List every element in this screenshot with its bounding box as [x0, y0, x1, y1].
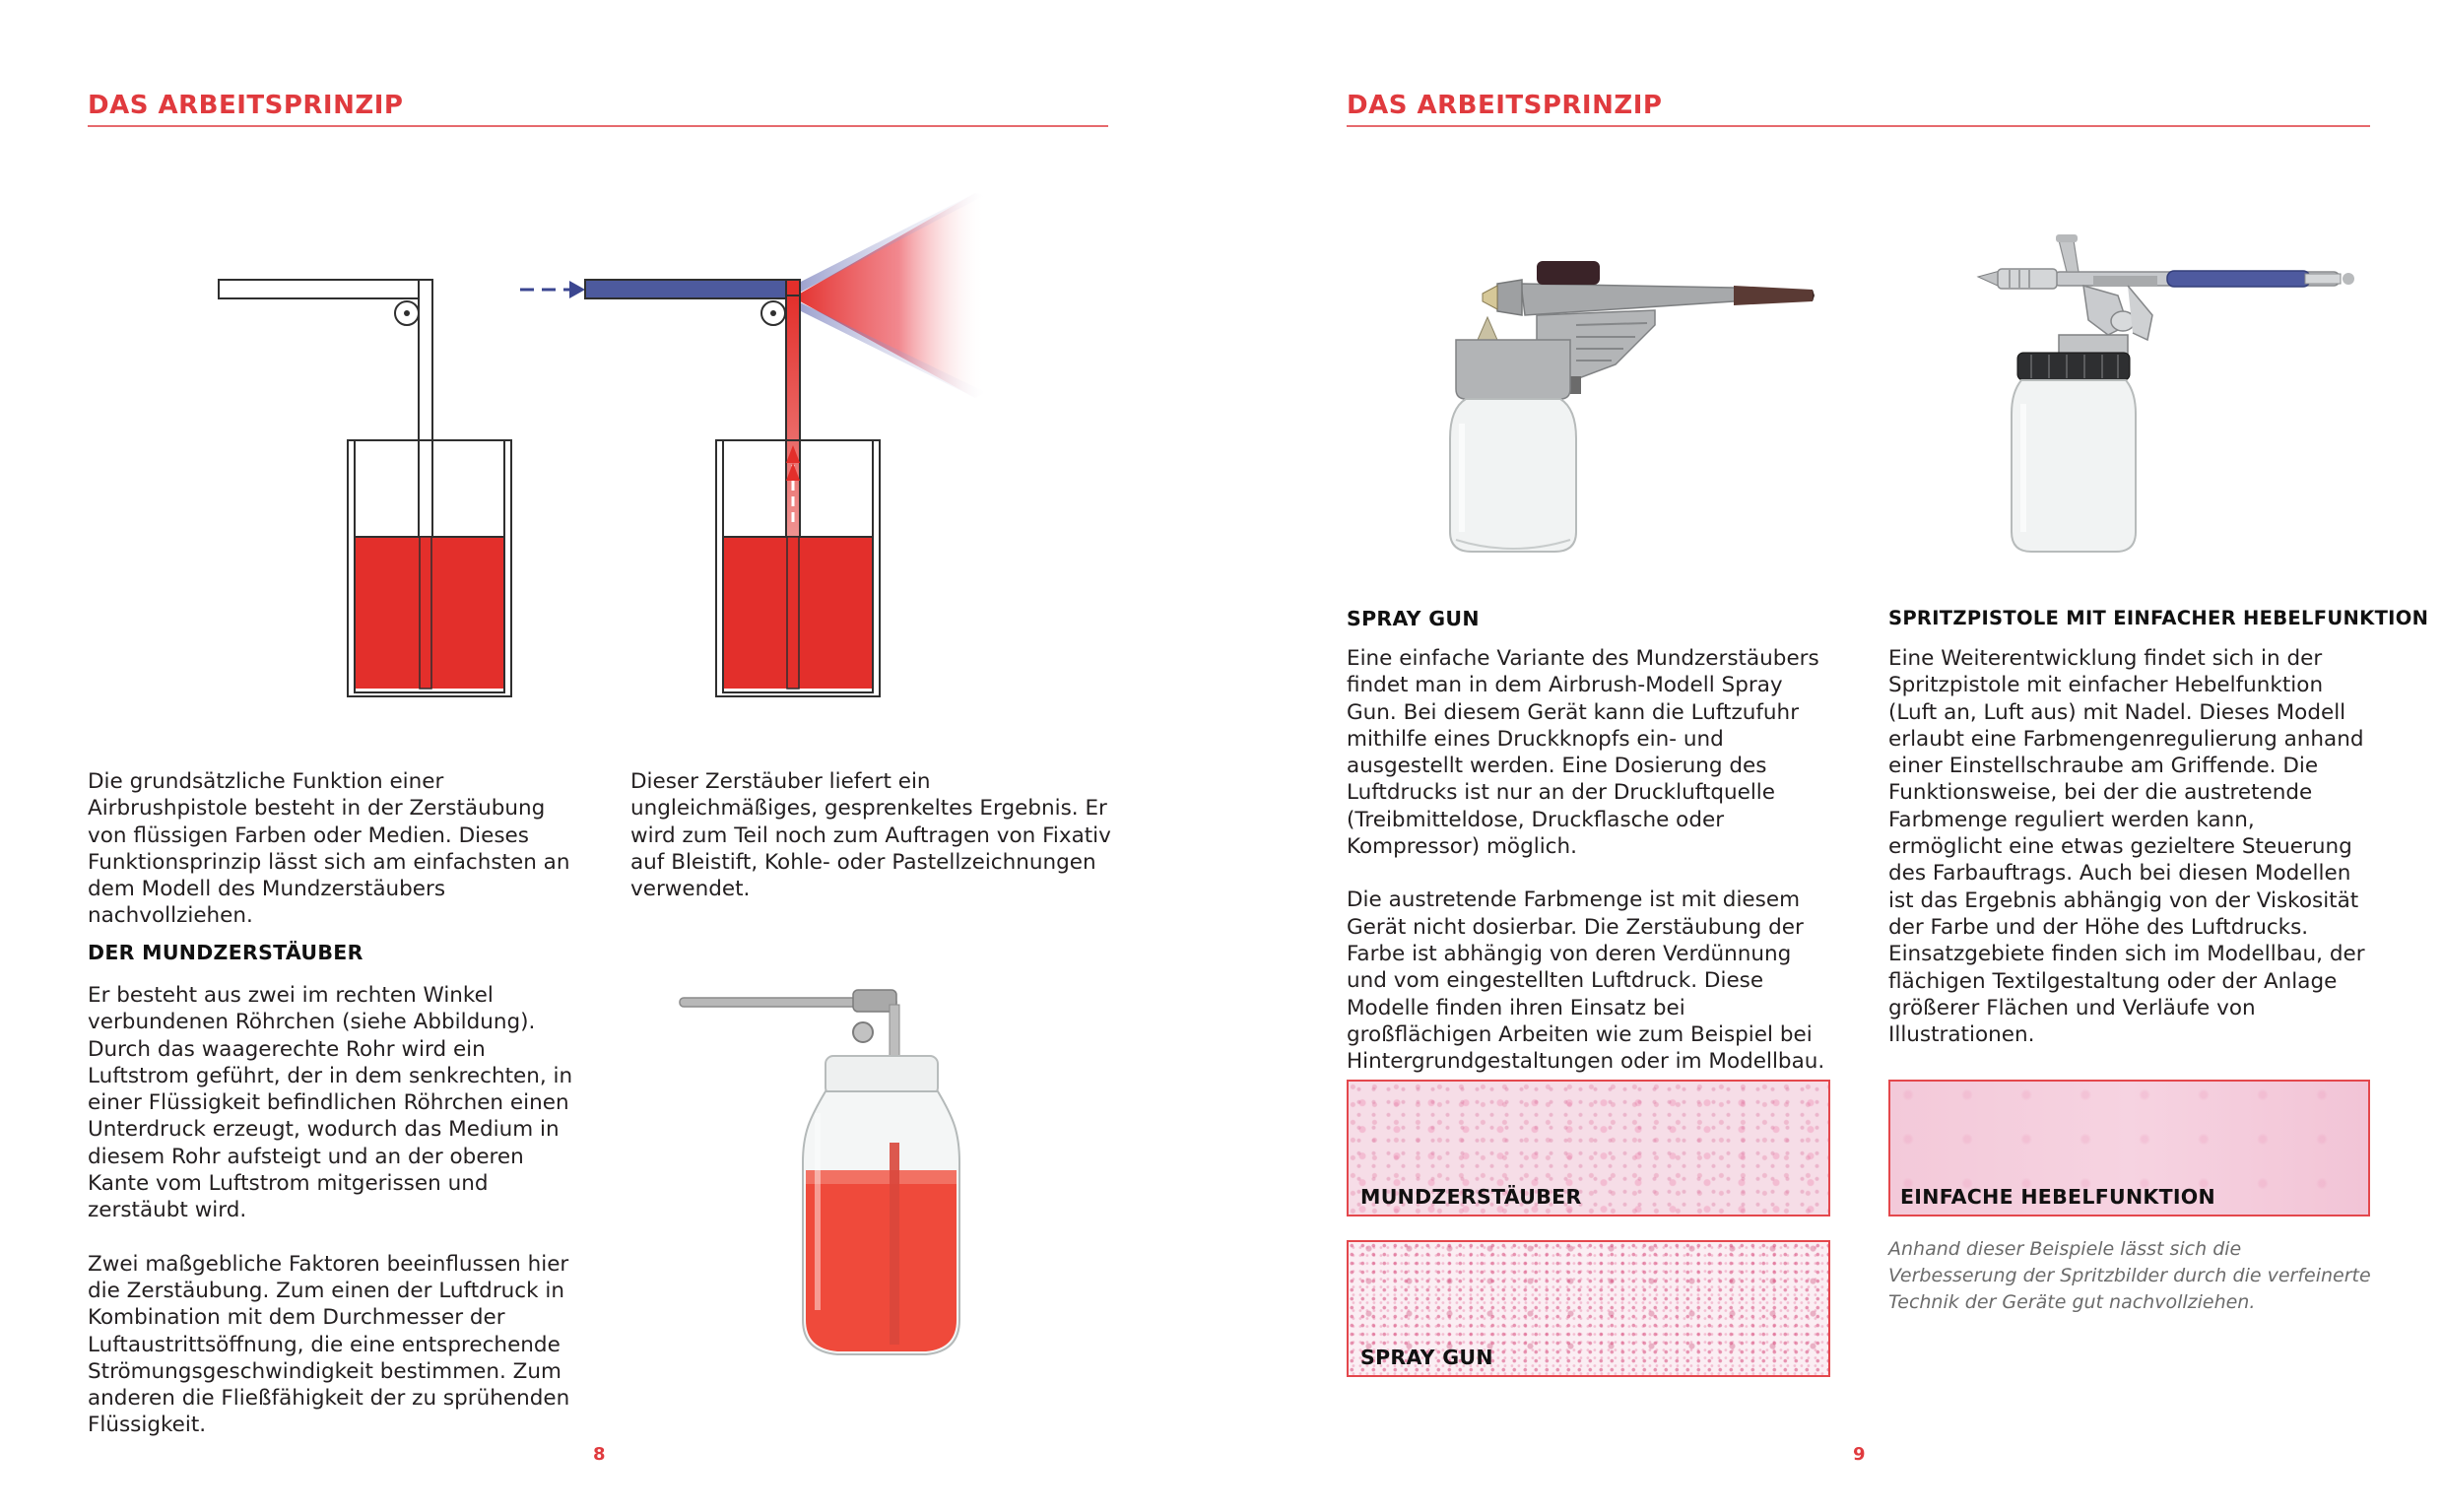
lever-airbrush-photo — [1978, 234, 2354, 552]
left-page-title: DAS ARBEITSPRINZIP — [88, 91, 404, 120]
diagram-static-atomizer — [219, 280, 511, 696]
right-page-title: DAS ARBEITSPRINZIP — [1347, 91, 1663, 120]
swatch-mundzerstaeuber — [1347, 1080, 1830, 1216]
intro-text: Die grundsätzliche Funktion einer Airbrushpistole besteht in der Zerstäubung von flüssigen Farben oder Medien. Dieses Funktionsprinzip lässt sich am einfachsten an dem Modell des Mundzerstäubers nachvollziehen. — [88, 769, 570, 929]
swatch-hebelfunktion-label: EINFACHE HEBELFUNKTION — [1900, 1185, 2215, 1209]
mundzerstaeuber-para-1: Er besteht aus zwei im rechten Winkel verbundenen Röhrchen (siehe Abbildung). Durch das waagerechte Rohr wird ein Luftstrom geführt, der in dem senkrechten, in einer Flüssigkeit befindlichen Röhrchen einen Unterdruck erzeugt, wodurch das Medium in diesem Rohr aufsteigt und an der oberen Kante vom Luftstrom mitgerissen und zerstäubt wird. — [88, 983, 573, 1223]
spray-gun-para-1: Eine einfache Variante des Mundzerstäubers findet man in dem Airbrush-Modell Spray Gun. Bei diesem Gerät kann die Luftzufuhr mithilfe eines Druckknopfs ein- und ausgestellt werden. Eine Dosierung des Luftdrucks ist nur an der Druckluftquelle (Treibmitteldose, Druckflasche oder Kompressor) möglich. — [1347, 646, 1819, 860]
hebel-body — [1888, 645, 2371, 1075]
right-page-number: 9 — [1853, 1444, 1866, 1465]
diagram-active-atomizer — [520, 193, 985, 696]
mundzerstaeuber-body — [88, 982, 582, 1466]
swatch-caption: Anhand dieser Beispiele lässt sich die Verbesserung der Spritzbilder durch die verfeinerte Technik der Geräte gut nachvollziehen. — [1888, 1238, 2371, 1313]
hebel-para-1: Eine Weiterentwicklung findet sich in der Spritzpistole mit einfacher Hebelfunktion (Luft an, Luft aus) mit Nadel. Dieses Modell erlaubt eine Farbmengenregulierung anhand einer Einstellschraube am Griffende. Die Funktionsweise, bei der die austretende Farbmenge reguliert werden kann, ermöglicht eine etwas gezieltere Steuerung des Farbauftrags. Auch bei diesen Modellen ist das Ergebnis abhängig von der Viskosität der Farbe und der Höhe des Luftdrucks. Einsatzgebiete finden sich im Modellbau, der flächigen Textilgestaltung oder der Anlage größerer Flächen und Verläufe von Illustrationen. — [1888, 646, 2365, 1048]
swatch-spray-gun — [1347, 1240, 1830, 1377]
spray-gun-heading: SPRAY GUN — [1347, 607, 1480, 630]
spray-gun-photo — [1450, 261, 1815, 552]
swatch-spray-gun-label: SPRAY GUN — [1360, 1346, 1493, 1369]
mundzerstaeuber-para-2: Zwei maßgebliche Faktoren beeinflussen hier die Zerstäubung. Zum einen der Luftdruck in Kombination mit dem Durchmesser der Luftaustrittsöffnung, die eine entsprechende Strömungsgeschwindigkeit bestimmen. Zum anderen die Fließfähigkeit der zu sprühenden Flüssigkeit. — [88, 1251, 570, 1438]
diagram-description: Dieser Zerstäuber liefert ein ungleichmäßiges, gesprenkeltes Ergebnis. Er wird zum Teil noch zum Auftragen von Fixativ auf Bleistift, Kohle- oder Pastellzeichnungen verwendet. — [630, 769, 1111, 902]
mouth-atomizer-photo — [680, 990, 959, 1354]
swatch-mundzerstaeuber-label: MUNDZERSTÄUBER — [1360, 1185, 1582, 1209]
swatch-hebelfunktion — [1888, 1080, 2370, 1216]
spray-gun-body — [1347, 645, 1829, 1101]
left-page-number: 8 — [593, 1444, 606, 1465]
mundzerstaeuber-heading: DER MUNDZERSTÄUBER — [88, 941, 363, 964]
spray-gun-para-2: Die austretende Farbmenge ist mit diesem Gerät nicht dosierbar. Die Zerstäubung der Farbe ist abhängig von deren Verdünnung und vom eingestellten Luftdruck. Diese Modelle finden ihren Einsatz bei großflächigen Arbeiten wie zum Beispiel bei Hintergrundgestaltungen oder im Modellbau. — [1347, 887, 1825, 1075]
hebel-heading: SPRITZPISTOLE MIT EINFACHER HEBELFUNKTION — [1888, 607, 2429, 629]
right-title-rule — [1347, 125, 2370, 127]
